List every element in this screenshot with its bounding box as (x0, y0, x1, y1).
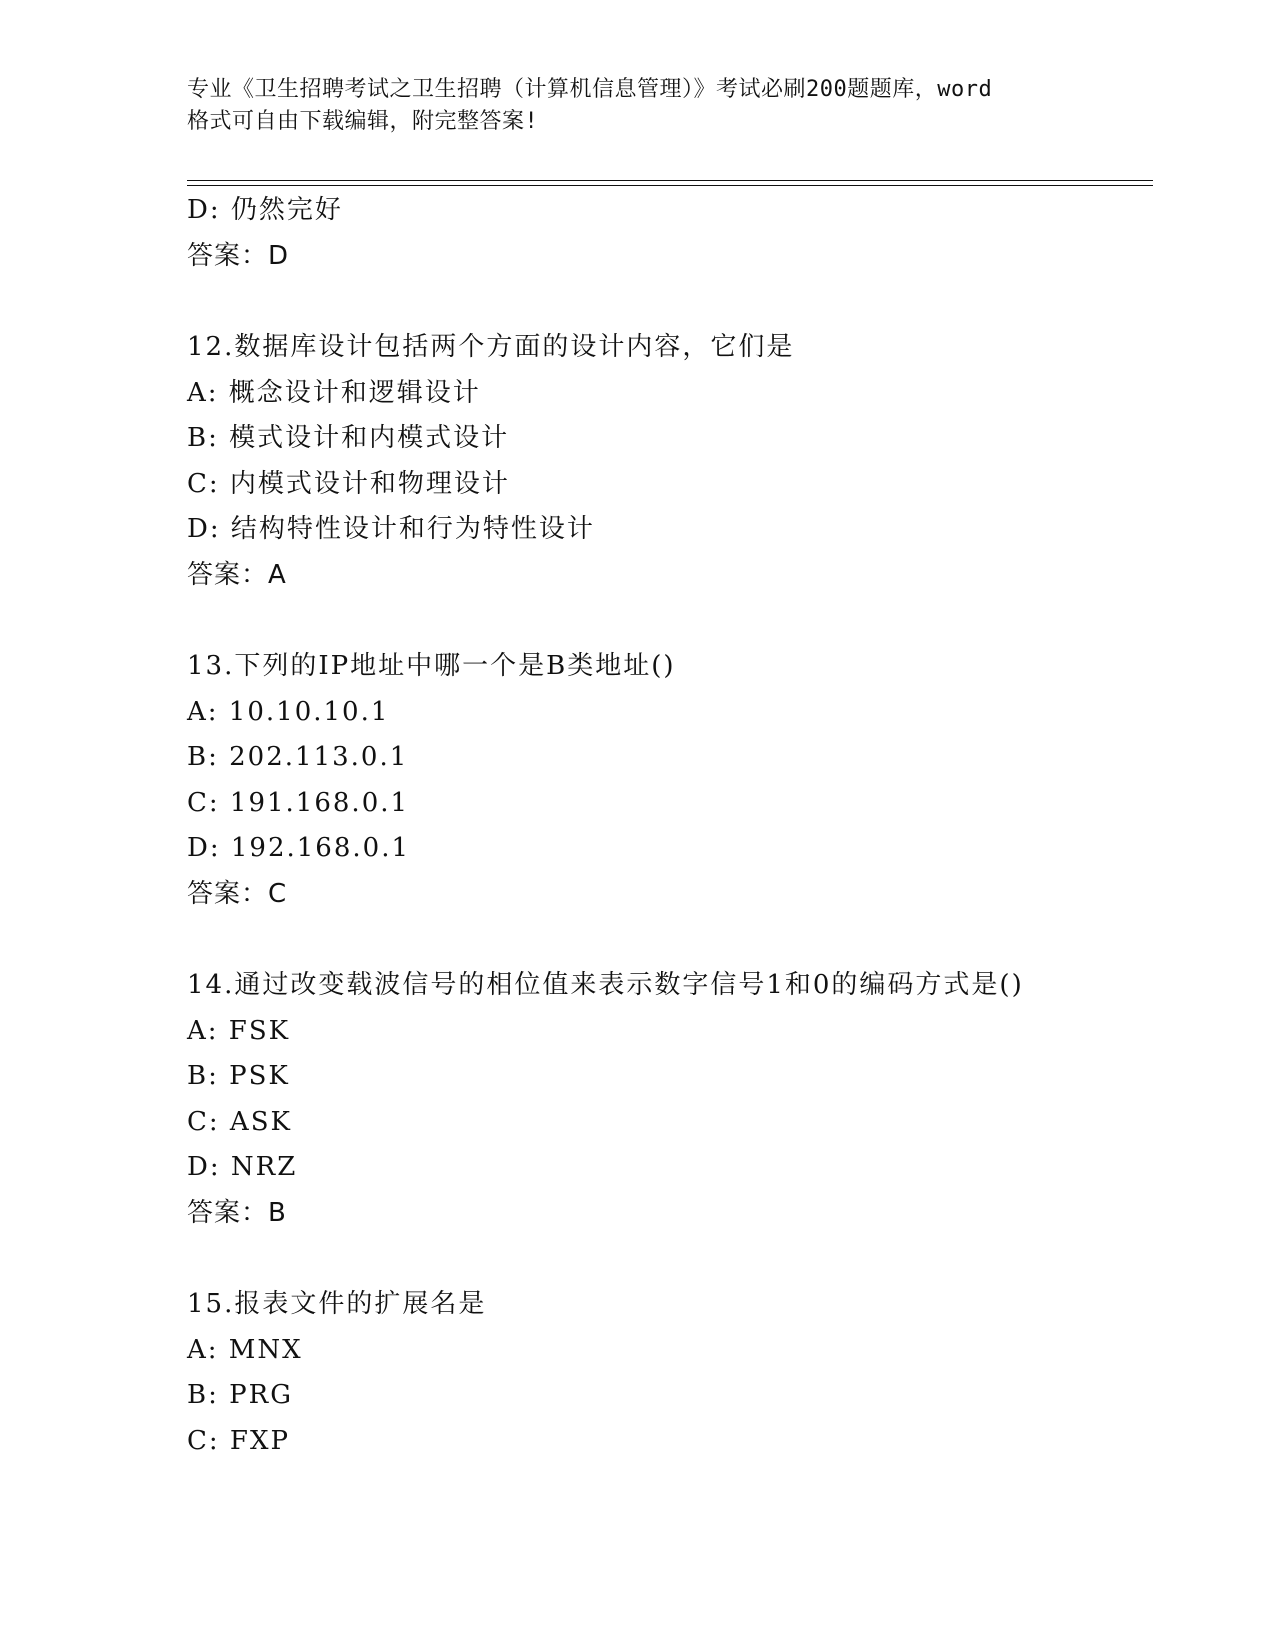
header-line-1: 专业《卫生招聘考试之卫生招聘（计算机信息管理）》考试必刷200题题库，word (187, 77, 993, 102)
question-stem: 14.通过改变载波信号的相位值来表示数字信号1和0的编码方式是() (187, 970, 1024, 1000)
question-stem: 13.下列的IP地址中哪一个是B类地址() (187, 651, 676, 681)
option-b: B: PSK (187, 1061, 290, 1091)
option-b: B: 202.113.0.1 (187, 742, 409, 772)
header-divider-bottom (187, 185, 1153, 186)
question-13 (187, 644, 1147, 917)
header-line-2: 格式可自由下载编辑，附完整答案! (187, 109, 539, 134)
option-d: D: 192.168.0.1 (187, 833, 410, 863)
header-divider-top (187, 180, 1153, 181)
document-header (187, 74, 1087, 138)
question-stem: 15.报表文件的扩展名是 (187, 1289, 487, 1319)
option-a: A: 10.10.10.1 (187, 696, 390, 727)
option-b: B: PRG (187, 1380, 293, 1410)
option-c: C: FXP (187, 1425, 290, 1456)
option-b: B: 模式设计和内模式设计 (187, 423, 510, 453)
answer-line: 答案：B (187, 1197, 287, 1228)
answer-line: 答案：C (187, 878, 288, 909)
question-15 (187, 1282, 1147, 1464)
option-d: D: 仍然完好 (187, 195, 343, 225)
answer-line: 答案：D (187, 240, 290, 271)
question-stem: 12.数据库设计包括两个方面的设计内容，它们是 (187, 332, 795, 362)
option-a: A: MNX (187, 1334, 303, 1365)
option-a: A: 概念设计和逻辑设计 (187, 377, 481, 408)
question-list (187, 188, 1147, 1464)
option-d: D: NRZ (187, 1152, 298, 1182)
answer-line: 答案：A (187, 559, 287, 590)
option-c: C: ASK (187, 1106, 292, 1137)
option-a: A: FSK (187, 1015, 291, 1046)
option-c: C: 内模式设计和物理设计 (187, 468, 510, 499)
question-14 (187, 963, 1147, 1236)
option-d: D: 结构特性设计和行为特性设计 (187, 514, 595, 544)
option-c: C: 191.168.0.1 (187, 787, 410, 818)
question-12 (187, 325, 1147, 598)
